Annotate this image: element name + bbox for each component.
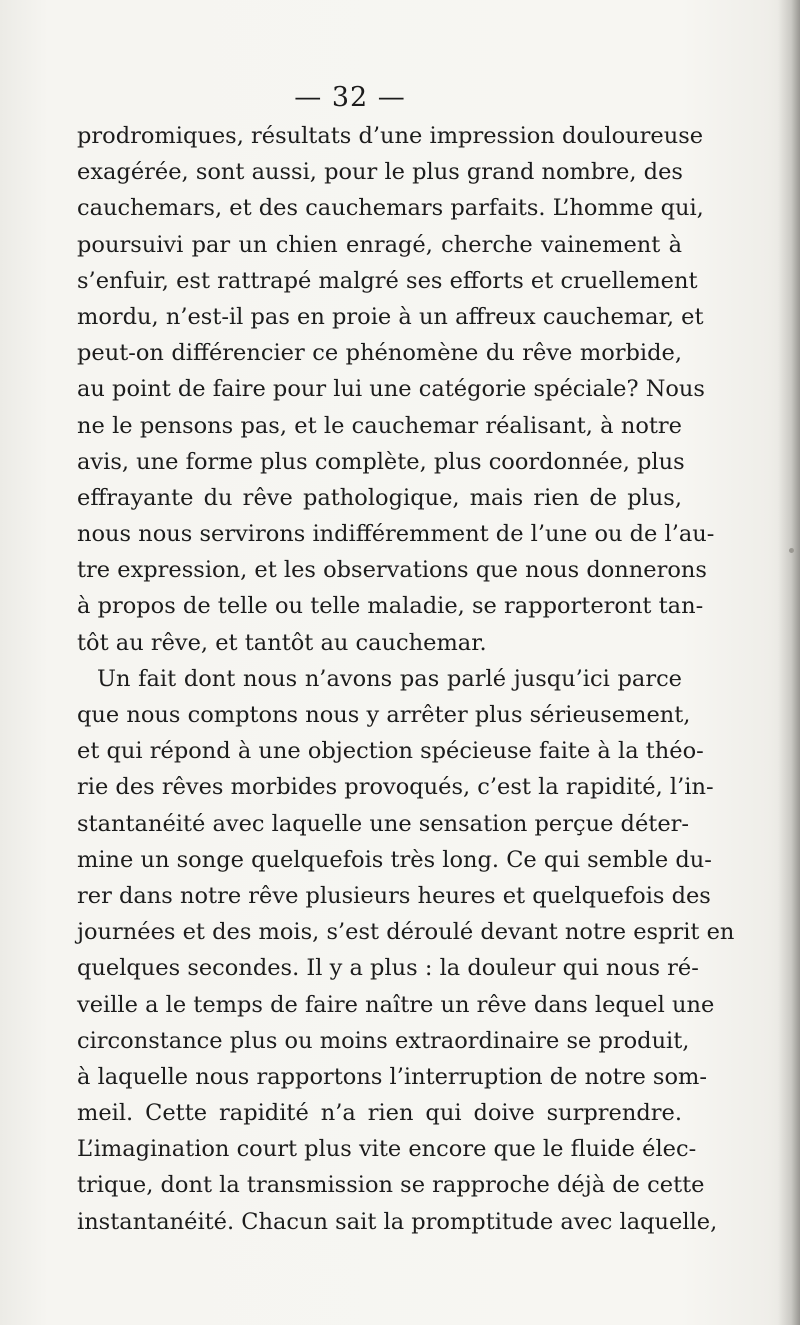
text-line: Un fait dont nous n’avons pas parlé jusqu’ici parce [97, 665, 682, 692]
text-line: avis, une forme plus complète, plus coordonnée, plus [77, 448, 685, 475]
text-line: prodromiques, résultats d’une impression douloureuse [77, 123, 704, 149]
text-line: tôt au rêve, et tantôt au cauchemar. [77, 629, 487, 656]
text-line: et qui répond à une objection spécieuse faite à la théo- [77, 738, 704, 765]
text-line: circonstance plus ou moins extraordinaire se produit, [77, 1027, 690, 1054]
text-line: journées et des mois, s’est déroulé devant notre esprit en [77, 919, 735, 946]
page-number: — 32 — [294, 82, 406, 113]
text-line: trique, dont la transmission se rapproche déjà de cette [77, 1172, 705, 1199]
text-line: à propos de telle ou telle maladie, se rapporteront tan- [77, 593, 704, 620]
text-line: meil. Cette rapidité n’a rien qui doive surprendre. [77, 1100, 682, 1127]
text-line: stantanéité avec laquelle une sensation perçue déter- [77, 810, 689, 837]
paper-spot [789, 548, 794, 553]
text-line: effrayante du rêve pathologique, mais rien de plus, [77, 484, 682, 511]
text-line: s’enfuir, est rattrapé malgré ses efforts et cruellement [77, 267, 698, 294]
text-line: cauchemars, et des cauchemars parfaits. L’homme qui, [77, 195, 704, 222]
text-line: mine un songe quelquefois très long. Ce qui semble du- [77, 846, 712, 873]
text-line: peut-on différencier ce phénomène du rêve morbide, [77, 340, 682, 367]
text-line: au point de faire pour lui une catégorie spéciale? Nous [77, 376, 705, 403]
text-line: que nous comptons nous y arrêter plus sérieusement, [77, 702, 691, 728]
text-line: instantanéité. Chacun sait la promptitude avec laquelle, [77, 1208, 718, 1235]
text-line: quelques secondes. Il y a plus : la douleur qui nous ré- [77, 955, 699, 982]
text-line: rer dans notre rêve plusieurs heures et quelquefois des [77, 882, 711, 909]
text-line: mordu, n’est-il pas en proie à un affreux cauchemar, et [77, 303, 704, 330]
text-line: veille a le temps de faire naître un rêve dans lequel une [77, 991, 715, 1018]
text-line: rie des rêves morbides provoqués, c’est la rapidité, l’in- [77, 774, 714, 801]
text-line: tre expression, et les observations que nous donnerons [77, 557, 707, 584]
text-line: ne le pensons pas, et le cauchemar réalisant, à notre [77, 412, 682, 439]
body-text [77, 118, 735, 1240]
text-line: nous nous servirons indifféremment de l’une ou de l’au- [77, 521, 715, 548]
page-edge-shadow [778, 0, 800, 1325]
text-line: à laquelle nous rapportons l’interruption de notre som- [77, 1063, 707, 1090]
text-line: L’imagination court plus vite encore que le fluide élec- [77, 1136, 697, 1163]
text-line: exagérée, sont aussi, pour le plus grand nombre, des [77, 159, 683, 186]
text-line: poursuivi par un chien enragé, cherche vainement à [77, 231, 682, 258]
